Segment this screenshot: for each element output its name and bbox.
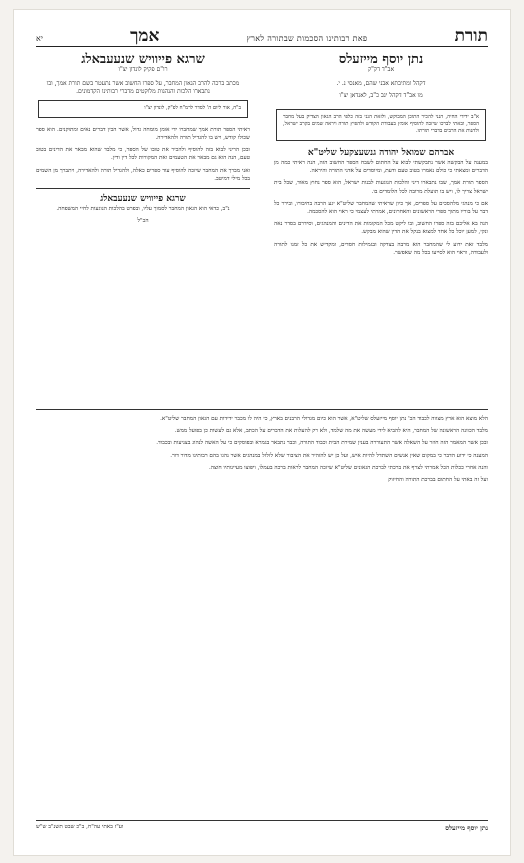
footer-note: וע"ז באתי עה"ח, ב"כ שבט תשנ"ב ש"ש xyxy=(36,824,124,830)
wide-paragraph: ובכן אשר המאמר הזה חוזר על השאלה אשר התעוררה בענין שמירת הבית וכבוד התורה, וכבר נתבאר בגמרא ובפוסקים כי על האשה לנהוג בצניעות ובכבוד. xyxy=(156,440,488,447)
left-author-title: רו"ם פקיק לונדון יצ"ו xyxy=(118,66,168,74)
left-column xyxy=(36,52,250,230)
divider xyxy=(36,409,488,410)
left-paragraph: ואני מברך את המחבר שיזכה להוסיף עוד ספרים כאלה, ולהגדיל תורה ולהאדירה, ויתברך מן השמים בכל מילי דמיטב. xyxy=(36,167,250,182)
left-subhead: שרגא פייוויש שנעעבאלג xyxy=(100,194,186,205)
right-paragraph: מלבד זאת ידוע לי שהמחבר הוא מרבה בצדקה ובגמילות חסדים, ומקדיש את כל זמנו לתורה ולעבודה, וראוי הוא לסייעו בכל מה שאפשר. xyxy=(274,241,488,256)
wide-paragraph: הלא מוצא הוא ארץ מצווה לכבוד הכ' נתן יוסף מייזעלס שליט"א, אשר הוא כיום מגדולי הרבנים בארץ, כי היה לו מכבר ידידות עם הגאון המחבר שליט"א. xyxy=(160,416,488,422)
running-title-right: תורת xyxy=(454,26,488,46)
left-subnote: נ"ב, כדאי הוא הגאון המחבר לסמוך עליו, ובפרט בהלכות הנוגעות לחיי המשפחה. xyxy=(56,206,230,213)
right-paragraph: הספר תורת אמך, שבו נתבארו דיני והלכות הנוגעות לבנות ישראל, הוא ספר נחוץ מאוד, שכל בית ישראל צריך לו, ויש בו תועלת מרובה לכל הלומדים בו. xyxy=(274,180,488,195)
right-paragraph: הנה בא אליכם בזה ספרו החשוב, ובו ליקט מכל המקומות את הדינים והמנהגים, וסידרם בסדר נאה ונקי, למען יוכל כל אחד למצוא בנקל את הדין שהוא מבקש. xyxy=(274,221,488,236)
page-footer xyxy=(36,820,488,832)
page-number: יא xyxy=(36,34,43,43)
left-sign: הכ"ל xyxy=(137,218,149,225)
wide-section xyxy=(36,404,488,488)
wide-paragraph: והנה אחרי ככלות הכל אמרתי לצרף את ברכתי לברכת הגאונים שליט"א שיזכה המחבר לראות ברכה בעמלו, ויפוצו מעיינותיו חוצה. xyxy=(208,464,488,471)
left-author-name: שרגא פייוויש שנעעבאלג xyxy=(81,52,205,67)
wide-paragraph: המענה כי ידוע הדבר כי במקום שאין אנשים השתדל להיות איש, ועל כן יש להזהיר את הציבור שלא לזלזל במנהגים אשר נהגו בהם רבותינו מדור דור. xyxy=(170,452,488,459)
wide-paragraph: מלבד הכוונה הראשונה של המחבר, היא להביא לידי מעשה את מה שלמד, ולא רק להעלות את הדברים על הכתב, אלא גם לעשות כן בפועל ממש. xyxy=(174,428,488,435)
right-main-name: אברהם שמואל יהודה גנשעצקעל שליט"א xyxy=(307,147,455,158)
left-box: ב"ה, אור ליום ה' לסדר לרמ"ח לפ"ק, לונדון יצ"ו xyxy=(38,100,248,117)
left-paragraph: ובכן הריני לבוא בזה להוסיף ולהכיר את טובו של הספר, כי מלבד שהוא מבאר את הדינים בטוב טעם, הנה הוא גם מבאר את הטעמים ואת המקורות לכל דין ודין. xyxy=(36,147,250,162)
right-column xyxy=(274,52,488,261)
running-header xyxy=(36,26,488,47)
divider xyxy=(36,188,250,189)
right-paragraph: אם כי מנהגי מלהסכים על ספרים, אך כיון שראיתי שהמחבר שליט"א יגע הרבה בחיבורו, ובירר כל דבר על בוריו מתוך ספרי הראשונים והאחרונים, אמרתי לעצמי כי ראוי הוא להסכמה. xyxy=(274,200,488,216)
left-paragraph: ראיתי הספר תורת אמך שמחברו ידי אומן מומחה גדול, אשר הכין דברים נאים ומתוקנים. הוא ספר שכולו קודש, ויש בו להגדיל תורה ולהאדירה. xyxy=(36,126,250,142)
left-intro: מכתב ברכה להרב הגאון המחבר, על ספרו החשוב אשר נתעטר בשם תורת אמך, ובו נתבארו הלכות והנהגות מלוקטים מדברי רבותינו הקדמונים. xyxy=(46,80,240,96)
running-header-middle: פאת רבותינו הסכמות שבתורה לארץ xyxy=(246,34,368,43)
footer-signature: נתן יוסף מייזעלס xyxy=(445,824,488,832)
running-title-left: אמך xyxy=(130,26,160,46)
wide-closing: ועל זה באתי על החתום בברכת התורה והחיזוק xyxy=(388,477,488,484)
right-intro-sig: מו אב"ד דקהל יגב כ"ב, לאנדאן יצ"ו xyxy=(339,92,423,100)
book-page xyxy=(14,10,510,855)
right-intro: דקהל ומתיבתא אבני שהם, מאנסי נ. י. xyxy=(336,80,426,88)
right-author-title: אב"ד דק"ק xyxy=(367,66,395,74)
right-paragraph: במענה על הבקשה אשר נתבקשתי לבוא על החתום לשבח הספר החשוב הזה, הנה ראיתי כמה מן הדברים ומצאתי כי כולם נאמרו בטוב טעם ודעת, ומיוסדים על אדני התורה והיראה. xyxy=(274,160,488,175)
right-author-name: נתן יוסף מייזעלס xyxy=(338,52,424,67)
right-box: א"ב ידידי החיה, הנני להכיר התוכן המבוקש, ולזאת הנני בזה כלפי הרב הגאון הצדיק בעל מחבר הספר, ובאתי לברכו שיזכה להוסיף אומץ בעבודת הקודש ולהפיץ תורה ויראה שמים בקרב ישראל, ולהנות את הרבים בדברי תורתו. xyxy=(276,109,486,141)
